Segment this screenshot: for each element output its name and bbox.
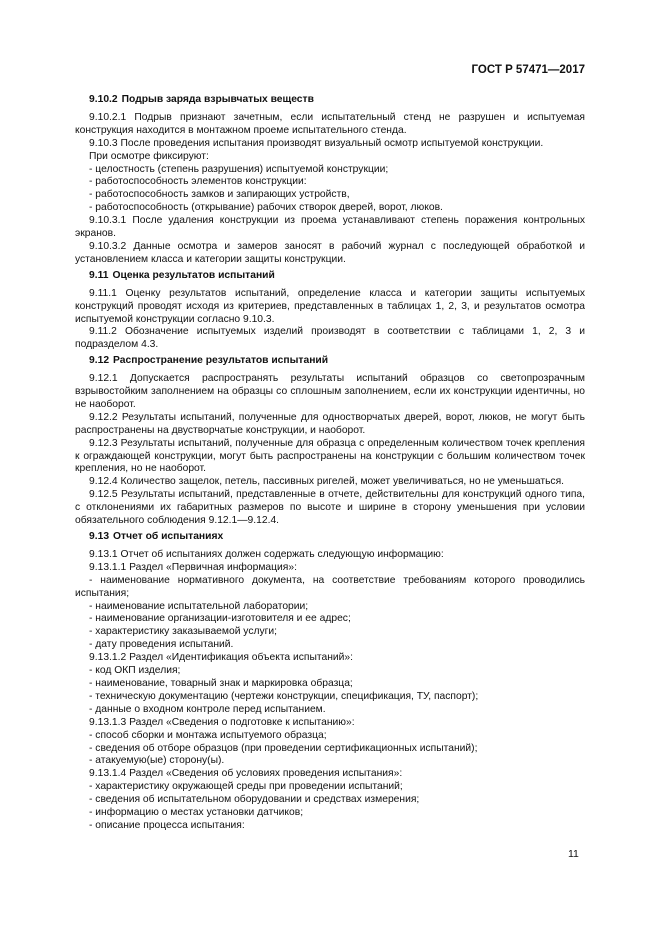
- list-item: - наименование нормативного документа, на соответствие требованиям которого проводились испытания;: [75, 574, 585, 599]
- list-item: - наименование, товарный знак и маркировка образца;: [89, 677, 353, 689]
- section-heading: [75, 270, 585, 283]
- section-title: Оценка результатов испытаний: [112, 269, 275, 281]
- paragraph: 9.12.1 Допускается распространять результаты испытаний образцов со светопрозрачным взрывостойким заполнением на образцы со сплошным заполнением, если их конструкции идентичны, но не наоборот.: [75, 373, 585, 410]
- section-number: 9.10.2: [89, 94, 118, 105]
- paragraph: 9.10.3.2 Данные осмотра и замеров заносят в рабочий журнал с последующей обработкой и установлением класса и категории защиты конструкции.: [75, 240, 585, 265]
- document-body: [75, 93, 585, 833]
- list-item: - наименование испытательной лаборатории;: [89, 600, 309, 612]
- paragraph: 9.10.3.1 После удаления конструкции из проема устанавливают степень поражения контрольных экранов.: [75, 215, 585, 240]
- list-item: - работоспособность замков и запирающих устройств,: [89, 189, 350, 201]
- section-number: 9.12: [89, 355, 110, 367]
- paragraph: 9.12.3 Результаты испытаний, полученные для образца с определенным количеством точек крепления к ограждающей конструкции, могут быть распространены на конструкции с большим количеством точек крепления, но не наоборот.: [75, 437, 585, 475]
- list-item: - информацию о местах установки датчиков;: [89, 807, 304, 819]
- list-item: - целостность (степень разрушения) испытуемой конструкции;: [89, 163, 389, 175]
- section-title: Подрыв заряда взрывчатых веществ: [121, 94, 314, 105]
- list-item: - характеристику окружающей среды при проведении испытаний;: [89, 781, 403, 793]
- paragraph: 9.13.1.4 Раздел «Сведения об условиях проведения испытания»:: [89, 768, 403, 780]
- list-item: - данные о входном контроле перед испытанием.: [89, 703, 326, 715]
- paragraph: 9.11.2 Обозначение испытуемых изделий производят в соответствии с таблицами 1, 2, 3 и подразделом 4.3.: [75, 326, 585, 351]
- paragraph: 9.13.1.3 Раздел «Сведения о подготовке к испытанию»:: [89, 716, 355, 728]
- list-item: - наименование организации-изготовителя и ее адрес;: [89, 613, 351, 625]
- document-code: ГОСТ Р 57471—2017: [471, 64, 585, 76]
- paragraph: 9.10.3 После проведения испытания производят визуальный осмотр испытуемой конструкции.: [89, 137, 544, 149]
- list-item: - работоспособность (открывание) рабочих створок дверей, ворот, люков.: [89, 202, 443, 214]
- list-item: - работоспособность элементов конструкции:: [89, 176, 307, 188]
- paragraph: 9.13.1 Отчет об испытаниях должен содержать следующую информацию:: [89, 548, 444, 560]
- list-item: - сведения об отборе образцов (при проведении сертификационных испытаний);: [89, 742, 478, 754]
- list-item: - атакуемую(ые) сторону(ы).: [89, 755, 225, 767]
- list-item: - характеристику заказываемой услуги;: [89, 626, 278, 638]
- section-heading: [75, 355, 585, 368]
- list-item: - сведения об испытательном оборудовании и средствах измерения;: [89, 794, 420, 806]
- section-title: Распространение результатов испытаний: [113, 355, 329, 367]
- list-item: - код ОКП изделия;: [89, 665, 181, 677]
- page-number: 11: [568, 848, 579, 860]
- paragraph: 9.12.2 Результаты испытаний, полученные для одностворчатых дверей, ворот, люков, не могут быть распространены на двустворчатые конструкции, и наоборот.: [75, 411, 585, 436]
- paragraph: 9.12.5 Результаты испытаний, представленные в отчете, действительны для конструкций одного типа, с отклонениями их габаритных размеров по высоте и ширине в сторону уменьшения при условии обязательного соблюдения 9.12.1—9.12.4.: [75, 489, 585, 527]
- list-item: - дату проведения испытаний.: [89, 639, 234, 651]
- list-item: - техническую документацию (чертежи конструкции, спецификация, ТУ, паспорт);: [89, 690, 479, 702]
- section-number: 9.13: [89, 531, 110, 542]
- list-item: - способ сборки и монтажа испытуемого образца;: [89, 729, 327, 741]
- section-heading: [75, 94, 585, 107]
- paragraph: 9.13.1.1 Раздел «Первичная информация»:: [89, 561, 297, 573]
- paragraph: 9.11.1 Оценку результатов испытаний, определение класса и категории защиты испытуемых конструкций проводят исходя из критериев, представленных в таблицах 1, 2, 3, и результатов осмотра испытуемой конструкции согласно 9.10.3.: [75, 287, 585, 325]
- paragraph: 9.10.2.1 Подрыв признают зачетным, если испытательный стенд не разрушен и испытуемая конструкция находится в монтажном проеме испытательного стенда.: [75, 111, 585, 136]
- section-title: Отчет об испытаниях: [113, 531, 224, 542]
- paragraph: 9.13.1.2 Раздел «Идентификация объекта испытаний»:: [89, 652, 353, 664]
- paragraph: При осмотре фиксируют:: [89, 150, 209, 162]
- section-heading: [75, 531, 585, 544]
- paragraph: 9.12.4 Количество защелок, петель, пассивных ригелей, может увеличиваться, но не уменьшаться.: [89, 476, 565, 488]
- list-item: - описание процесса испытания:: [89, 819, 245, 831]
- section-number: 9.11: [89, 269, 109, 281]
